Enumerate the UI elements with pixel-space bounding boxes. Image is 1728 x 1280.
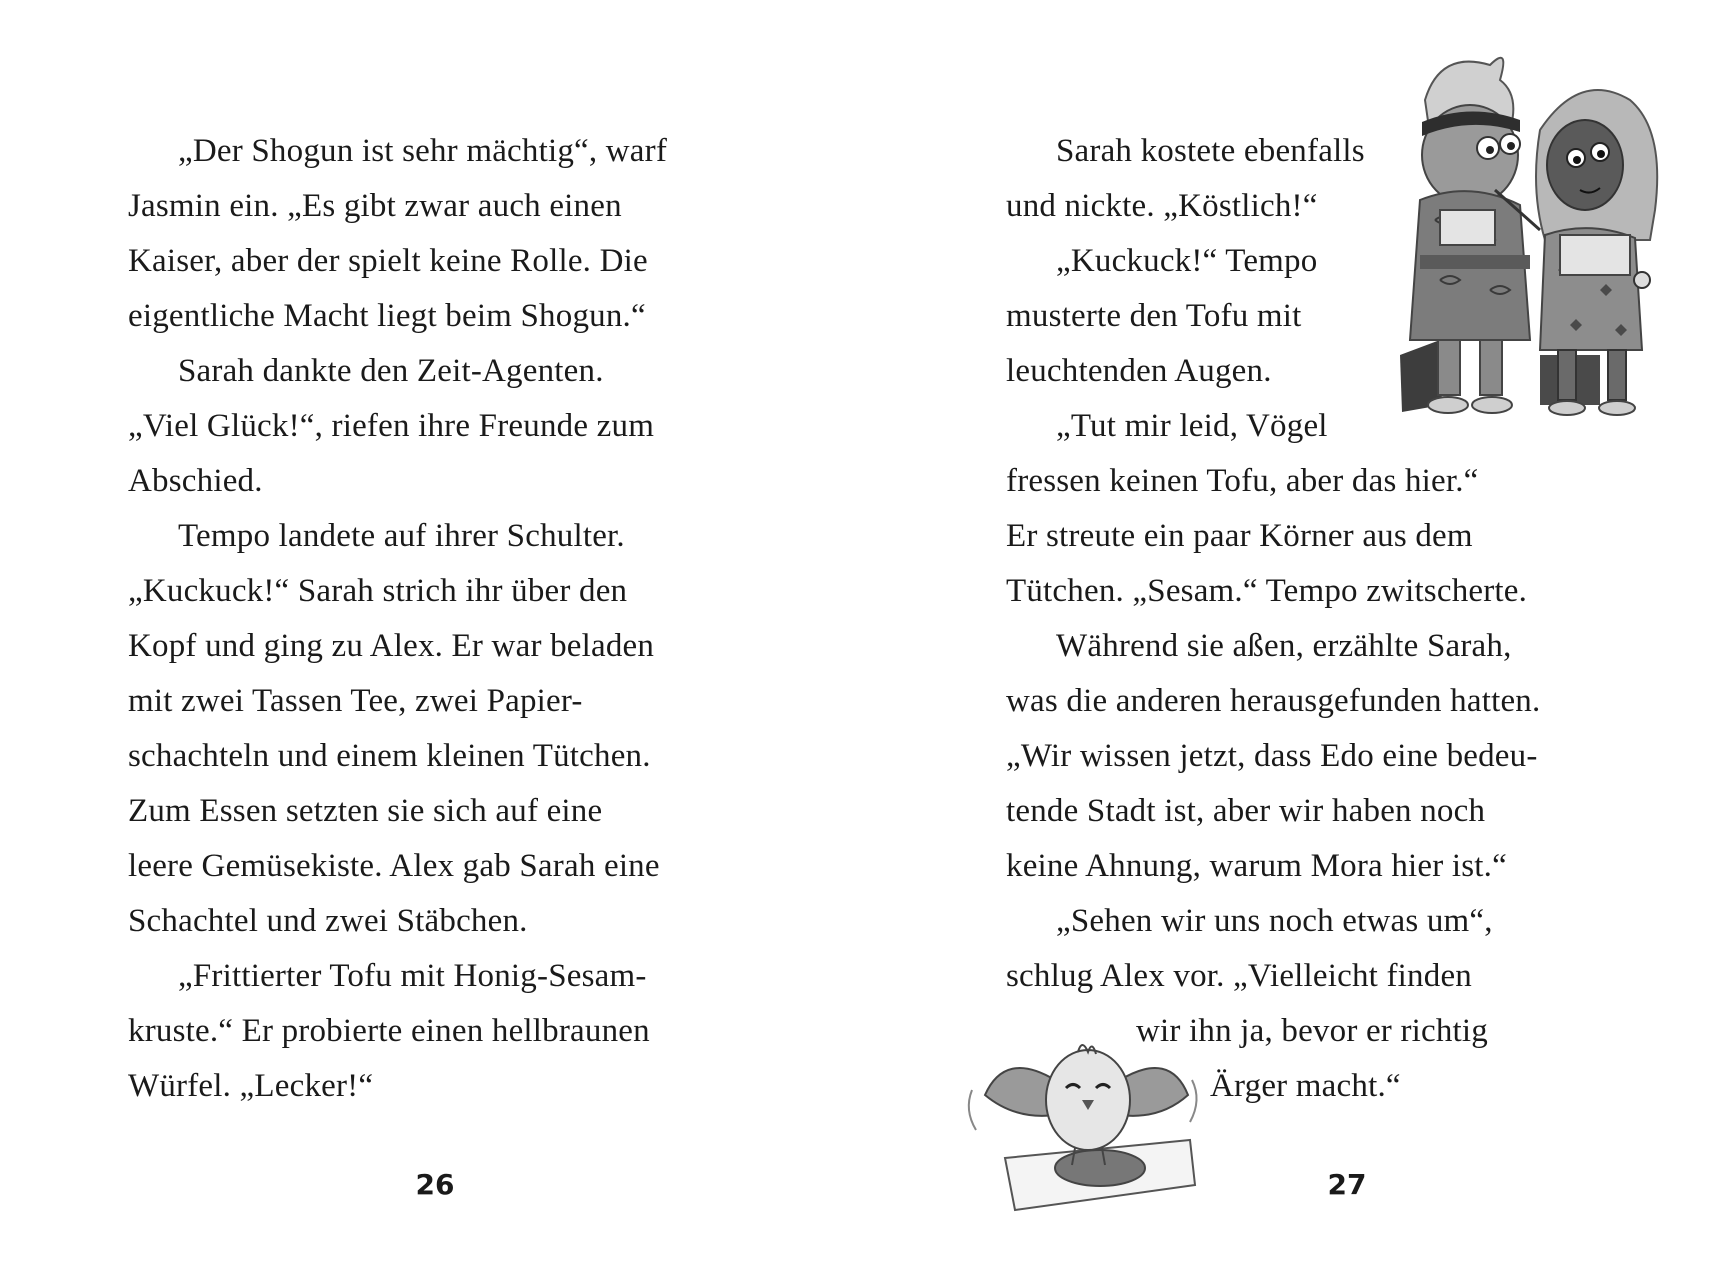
text-line: schachteln und einem kleinen Tütchen. <box>128 738 651 774</box>
text-line: kruste.“ Er probierte einen hellbraunen <box>128 1013 650 1049</box>
text-line: was die anderen herausgefunden hatten. <box>1006 683 1541 719</box>
two-children-eating-illustration-icon <box>1380 40 1680 440</box>
text-line: Abschied. <box>128 463 263 499</box>
page-number: 26 <box>415 1168 455 1201</box>
text-line: Während sie aßen, erzählte Sarah, <box>1056 628 1512 664</box>
text-line: eigentliche Macht liegt beim Shogun.“ <box>128 298 646 334</box>
text-line: leere Gemüsekiste. Alex gab Sarah eine <box>128 848 660 884</box>
text-line: „Sehen wir uns noch etwas um“, <box>1056 903 1493 939</box>
text-line: und nickte. „Köstlich!“ <box>1006 188 1318 224</box>
text-line: wir ihn ja, bevor er richtig <box>1136 1013 1488 1049</box>
text-line: Kopf und ging zu Alex. Er war beladen <box>128 628 655 664</box>
text-line: „Viel Glück!“, riefen ihre Freunde zum <box>128 408 655 444</box>
bird-eating-seeds-illustration-icon <box>960 1010 1210 1215</box>
text-line: Kaiser, aber der spielt keine Rolle. Die <box>128 243 648 279</box>
text-line: Schachtel und zwei Stäbchen. <box>128 903 528 939</box>
text-line: Sarah dankte den Zeit-Agenten. <box>178 353 604 389</box>
text-line: musterte den Tofu mit <box>1006 298 1302 334</box>
text-line: fressen keinen Tofu, aber das hier.“ <box>1006 463 1479 499</box>
text-line: „Wir wissen jetzt, dass Edo eine bedeu- <box>1006 738 1538 774</box>
text-line: „Kuckuck!“ Sarah strich ihr über den <box>128 573 628 609</box>
text-line: Zum Essen setzten sie sich auf eine <box>128 793 603 829</box>
text-line: Ärger macht.“ <box>1210 1068 1401 1104</box>
page-number: 27 <box>1327 1168 1367 1201</box>
text-line: schlug Alex vor. „Vielleicht finden <box>1006 958 1472 994</box>
text-line: Würfel. „Lecker!“ <box>128 1068 374 1104</box>
text-line: Jasmin ein. „Es gibt zwar auch einen <box>128 188 622 224</box>
text-line: mit zwei Tassen Tee, zwei Papier- <box>128 683 583 719</box>
text-line: tende Stadt ist, aber wir haben noch <box>1006 793 1486 829</box>
text-line: Er streute ein paar Körner aus dem <box>1006 518 1473 554</box>
text-line: Tempo landete auf ihrer Schulter. <box>178 518 625 554</box>
text-line: Tütchen. „Sesam.“ Tempo zwitscherte. <box>1006 573 1528 609</box>
text-line: „Frittierter Tofu mit Honig-Sesam- <box>178 958 647 994</box>
text-line: Sarah kostete ebenfalls <box>1056 133 1365 169</box>
text-line: keine Ahnung, warum Mora hier ist.“ <box>1006 848 1507 884</box>
text-line: „Der Shogun ist sehr mächtig“, warf <box>178 133 668 169</box>
text-line: „Kuckuck!“ Tempo <box>1056 243 1318 279</box>
text-line: „Tut mir leid, Vögel <box>1056 408 1328 444</box>
text-line: leuchtenden Augen. <box>1006 353 1272 389</box>
